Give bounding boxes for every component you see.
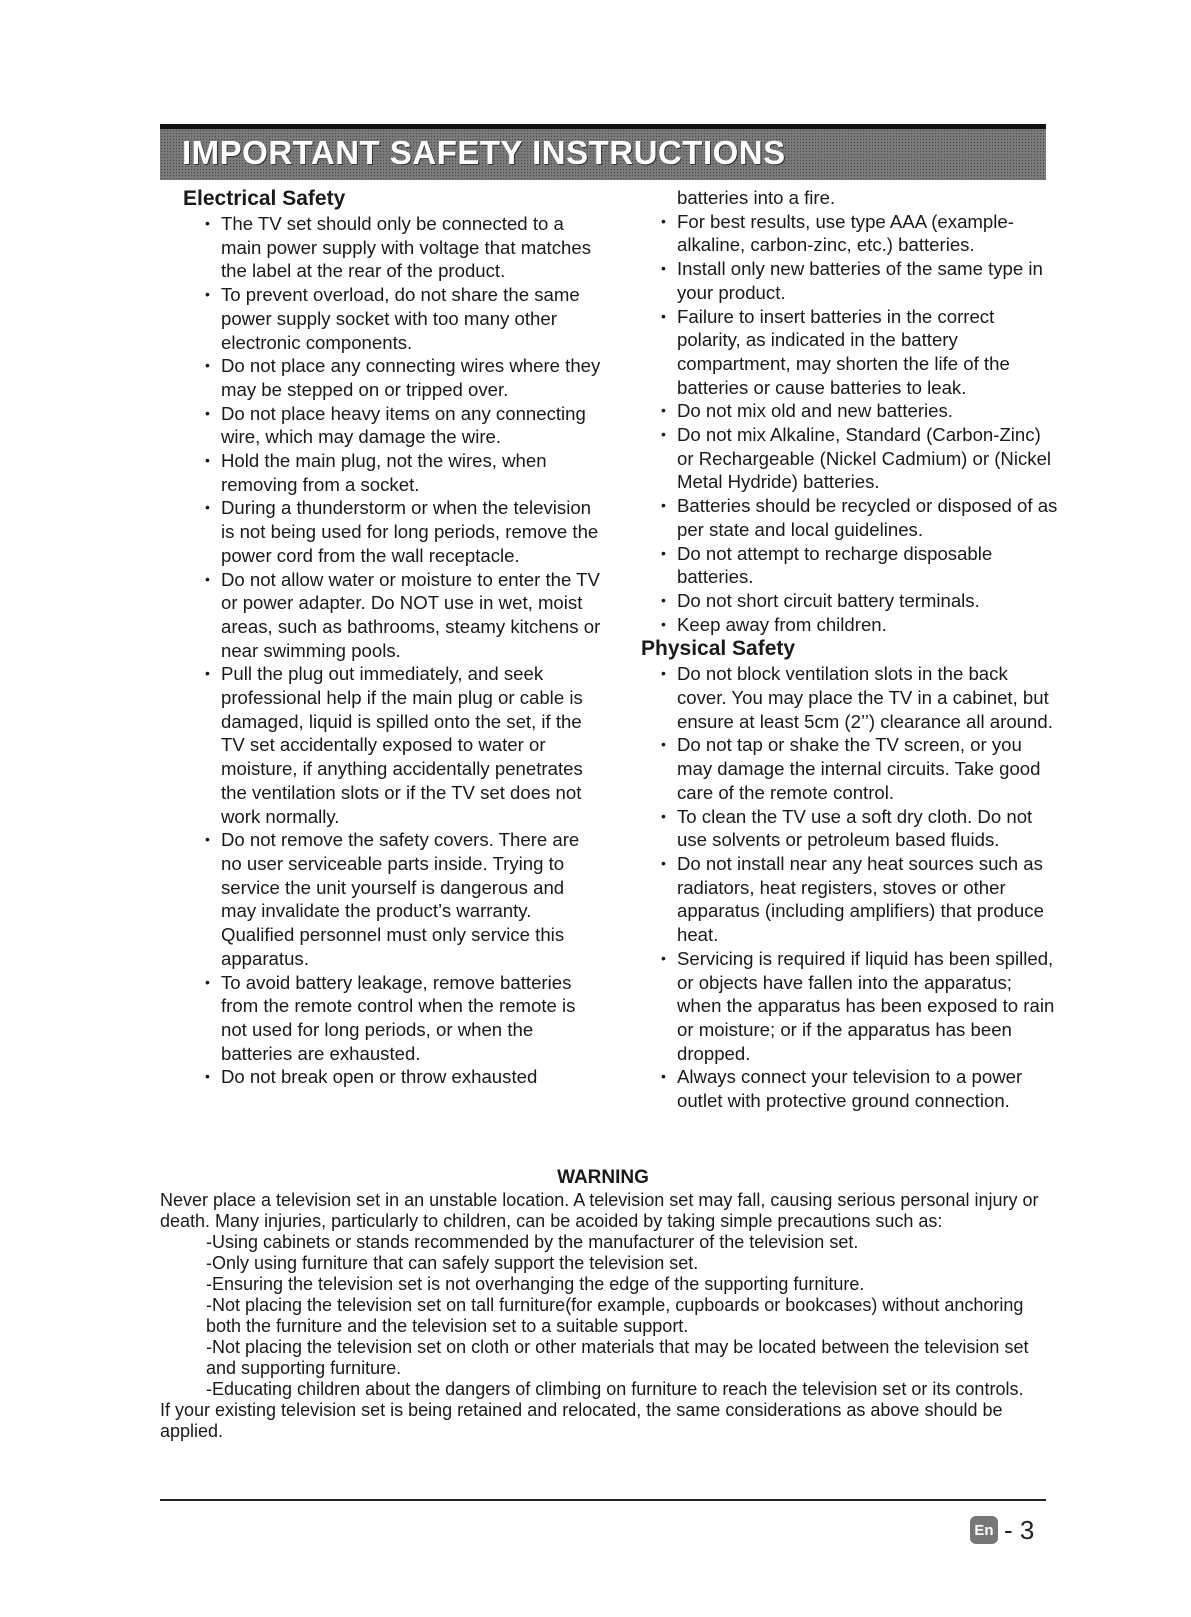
physical-safety-title: Physical Safety — [641, 637, 796, 661]
language-badge: En — [970, 1516, 998, 1544]
right-column — [641, 186, 1061, 1113]
list-item: • For best results, use type AAA (example-alkaline, carbon-zinc, etc.) batteries. — [641, 210, 1061, 257]
left-column — [183, 186, 603, 1089]
list-item: • Do not short circuit battery terminals. — [641, 589, 1061, 613]
warning-item: -Educating children about the dangers of climbing on furniture to reach the television set or its controls. — [206, 1379, 1024, 1399]
page-number — [970, 1512, 1034, 1548]
list-item-continuation: batteries into a fire. — [677, 187, 836, 208]
list-item: • To prevent overload, do not share the same power supply socket with too many other electronic components. — [183, 283, 603, 354]
electrical-safety-list — [183, 212, 603, 1089]
list-item: • Do not place heavy items on any connecting wire, which may damage the wire. — [183, 402, 603, 449]
warning-item: -Using cabinets or stands recommended by the manufacturer of the television set. — [206, 1232, 859, 1252]
list-item: • To avoid battery leakage, remove batteries from the remote control when the remote is not used for long periods, or when the batteries are exhausted. — [183, 971, 603, 1066]
list-item: • The TV set should only be connected to a main power supply with voltage that matches the label at the rear of the product. — [183, 212, 603, 283]
list-item: • Do not place any connecting wires where they may be stepped on or tripped over. — [183, 354, 603, 401]
list-item: • To clean the TV use a soft dry cloth. Do not use solvents or petroleum based fluids. — [641, 805, 1061, 852]
warning-intro: Never place a television set in an unstable location. A television set may fall, causing serious personal injury or death. Many injuries, particularly to children, can be acoided by taking simple precautions such as: — [160, 1190, 1039, 1231]
list-item: • Do not tap or shake the TV screen, or you may damage the internal circuits. Take good care of the remote control. — [641, 733, 1061, 804]
title-banner — [160, 124, 1046, 180]
warning-item: -Not placing the television set on cloth or other materials that may be located between the television set and supporting furniture. — [206, 1337, 1029, 1378]
list-item: • Install only new batteries of the same type in your product. — [641, 257, 1061, 304]
list-item: • During a thunderstorm or when the television is not being used for long periods, remove the power cord from the wall receptacle. — [183, 496, 603, 567]
warning-title: WARNING — [557, 1167, 649, 1188]
warning-item: -Not placing the television set on tall furniture(for example, cupboards or bookcases) without anchoring both the furniture and the television set to a suitable support. — [206, 1295, 1024, 1336]
electrical-safety-title: Electrical Safety — [183, 187, 346, 210]
list-item: • Do not remove the safety covers. There are no user serviceable parts inside. Trying to service the unit yourself is dangerous and may invalidate the product’s warranty. Qualified personnel must only service this apparatus. — [183, 828, 603, 970]
list-item: • Keep away from children. — [641, 613, 1061, 637]
page-title: IMPORTANT SAFETY INSTRUCTIONS — [182, 134, 786, 171]
list-item: • Do not mix Alkaline, Standard (Carbon-Zinc) or Rechargeable (Nickel Cadmium) or (Nickel Metal Hydride) batteries. — [641, 423, 1061, 494]
footer-divider — [160, 1499, 1046, 1501]
warning-item: -Ensuring the television set is not overhanging the edge of the supporting furniture. — [206, 1274, 865, 1294]
warning-section — [160, 1190, 1046, 1442]
warning-item: -Only using furniture that can safely support the television set. — [206, 1253, 699, 1273]
battery-safety-list — [641, 210, 1061, 637]
list-item: • Do not attempt to recharge disposable batteries. — [641, 542, 1061, 589]
list-item: • Do not mix old and new batteries. — [641, 399, 1061, 423]
list-item: • Do not break open or throw exhausted — [183, 1065, 603, 1089]
list-item: • Servicing is required if liquid has been spilled, or objects have fallen into the apparatus; when the apparatus has been exposed to rain or moisture; or if the apparatus has been dropped. — [641, 947, 1061, 1066]
list-item: • Pull the plug out immediately, and seek professional help if the main plug or cable is damaged, liquid is spilled onto the set, if the TV set accidentally exposed to water or moisture, if anything accidentally penetrates the ventilation slots or if the TV set does not work normally. — [183, 662, 603, 828]
list-item: • Hold the main plug, not the wires, when removing from a socket. — [183, 449, 603, 496]
list-item: • Do not install near any heat sources such as radiators, heat registers, stoves or other apparatus (including amplifiers) that produce heat. — [641, 852, 1061, 947]
physical-safety-list — [641, 662, 1061, 1112]
list-item: • Failure to insert batteries in the correct polarity, as indicated in the battery compartment, may shorten the life of the batteries or cause batteries to leak. — [641, 305, 1061, 400]
list-item: • Batteries should be recycled or disposed of as per state and local guidelines. — [641, 494, 1061, 541]
warning-outro: If your existing television set is being retained and relocated, the same considerations as above should be applied. — [160, 1400, 1003, 1441]
page-number-text: - 3 — [1004, 1514, 1035, 1545]
list-item: • Do not allow water or moisture to enter the TV or power adapter. Do NOT use in wet, moist areas, such as bathrooms, steamy kitchens or near swimming pools. — [183, 568, 603, 663]
list-item: • Always connect your television to a power outlet with protective ground connection. — [641, 1065, 1061, 1112]
list-item: • Do not block ventilation slots in the back cover. You may place the TV in a cabinet, but ensure at least 5cm (2’’) clearance all around. — [641, 662, 1061, 733]
